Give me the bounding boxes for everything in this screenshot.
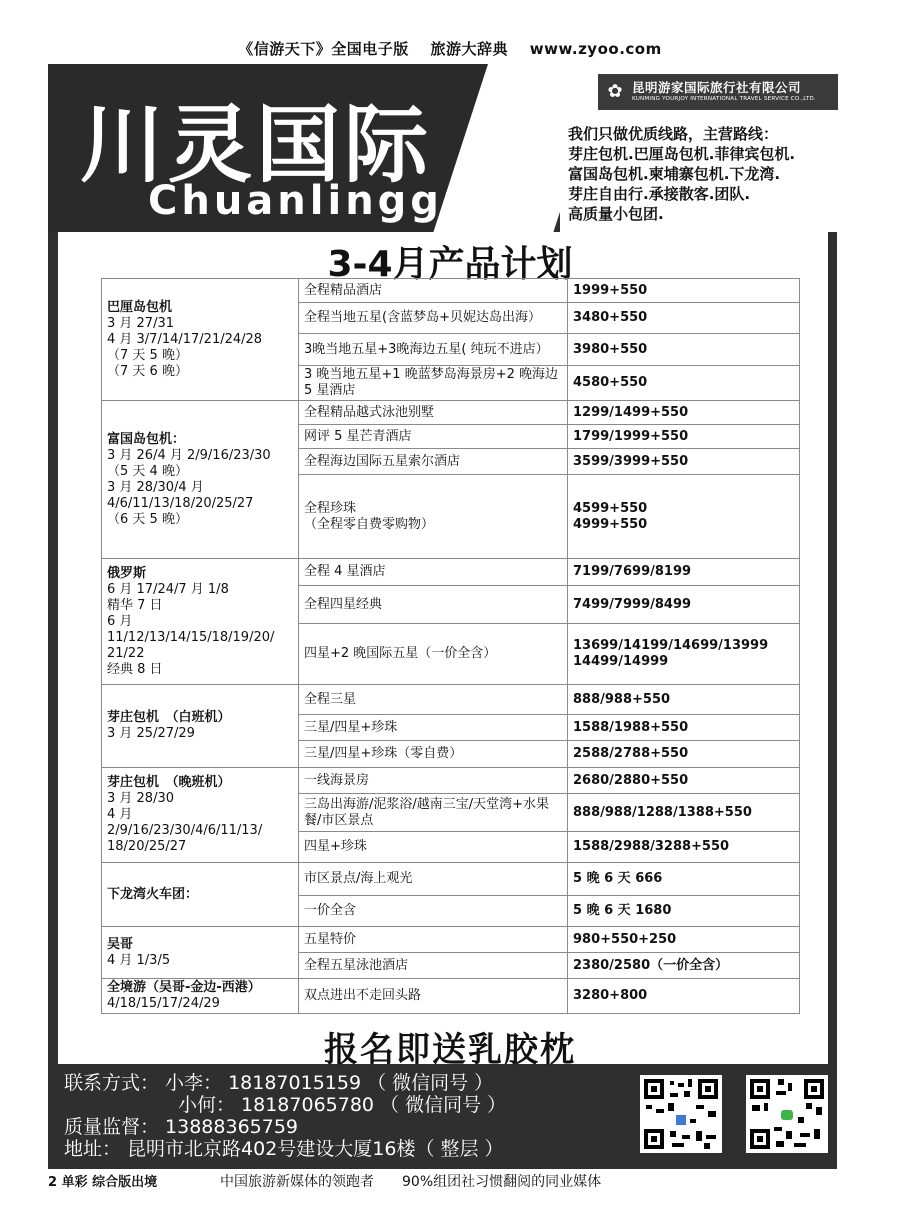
contact-line-2: 小何： 18187065780 （ 微信同号 ） — [178, 1094, 507, 1116]
group-name: 下龙湾火车团： — [107, 886, 199, 902]
group-date-line: （7 天 6 晚） — [107, 363, 188, 379]
group-date-line: 精华 7 日 — [107, 597, 163, 613]
price-cell: 1588/1988+550 — [568, 715, 800, 741]
group-date-line: 4 月 — [107, 807, 133, 822]
group-name: 巴厘岛包机 — [107, 299, 173, 315]
group-date-line: 11/12/13/14/15/18/19/20/ — [107, 629, 275, 645]
hotel-cell: 3 晚当地五星+1 晚蓝梦岛海景房+2 晚海边 5 星酒店 — [299, 366, 568, 401]
hotel-cell: 三岛出海游/泥浆浴/越南三宝/天堂湾+水果餐/市区景点 — [299, 794, 568, 832]
group-date-line: 3 月 26/4 月 2/9/16/23/30 — [107, 447, 271, 463]
group-date-line: 4 月 1/3/5 — [107, 952, 171, 968]
group-cell — [102, 279, 299, 401]
hotel-cell: 三星/四星+珍珠 — [299, 715, 568, 741]
hotel-cell: 3晚当地五星+3晚海边五星( 纯玩不进店） — [299, 334, 568, 366]
group-cell — [102, 768, 299, 863]
price-cell: 1999+550 — [568, 279, 800, 303]
promo-banner: 报名即送乳胶枕 — [324, 1030, 576, 1070]
hotel-cell: 五星特价 — [299, 927, 568, 953]
price-cell: 3280+800 — [568, 979, 800, 1014]
price-cell: 888/988/1288/1388+550 — [568, 794, 800, 832]
contact-block — [64, 1072, 506, 1160]
group-date-line: 21/22 — [107, 645, 145, 661]
hotel-cell: 全程当地五星(含蓝梦岛+贝妮达岛出海） — [299, 303, 568, 334]
group-cell — [102, 927, 299, 979]
group-date-line: 4/18/15/17/24/29 — [107, 996, 220, 1011]
table-row — [102, 559, 800, 586]
address: 地址： 昆明市北京路402号建设大厦16楼（ 整层 ） — [64, 1138, 504, 1160]
price-cell: 2588/2788+550 — [568, 741, 800, 768]
hotel-cell: 四星+珍珠 — [299, 832, 568, 863]
product-table — [101, 278, 800, 1014]
routes-line: 芽庄自由行.承接散客.团队. — [568, 185, 751, 203]
routes-line: 我们只做优质线路，主营路线： — [568, 125, 779, 143]
price-cell: 888/988+550 — [568, 685, 800, 715]
table-row — [102, 768, 800, 794]
group-date-line: 3 月 28/30/4 月 — [107, 479, 204, 495]
group-date-line: 18/20/25/27 — [107, 839, 187, 854]
agency-logo — [598, 74, 838, 110]
price-cell: 3480+550 — [568, 303, 800, 334]
hotel-cell: 网评 5 星芒青酒店 — [299, 425, 568, 449]
price-cell: 4580+550 — [568, 366, 800, 401]
hotel-cell: 全程珍珠 （全程零自费零购物） — [299, 475, 568, 559]
agency-name-en: KUNMING YOURJOY INTERNATIONAL TRAVEL SERVICE CO.,LTD. — [632, 96, 816, 102]
dictionary-label: 旅游大辞典 — [430, 40, 509, 58]
group-name: 富国岛包机： — [107, 431, 186, 447]
hotel-cell: 全程五星泳池酒店 — [299, 953, 568, 979]
hotel-cell: 全程精品越式泳池别墅 — [299, 401, 568, 425]
group-date-line: （6 天 5 晚） — [107, 511, 188, 527]
group-name: 俄罗斯 — [107, 565, 147, 581]
price-cell: 2380/2580（一价全含） — [568, 953, 800, 979]
agency-name-cn: 昆明游家国际旅行社有限公司 — [632, 80, 802, 95]
footer-slogan: 中国旅游新媒体的领跑者 90%组团社习惯翻阅的同业媒体 — [220, 1174, 602, 1190]
brand-name-en: Chuanlingguoji — [148, 178, 543, 224]
routes-line: 芽庄包机.巴厘岛包机.菲律宾包机. — [568, 145, 796, 163]
group-date-line: 2/9/16/23/30/4/6/11/13/ — [107, 823, 263, 838]
hotel-cell: 全程四星经典 — [299, 586, 568, 624]
hotel-cell: 全程三星 — [299, 685, 568, 715]
group-date-line: 6 月 17/24/7 月 1/8 — [107, 581, 229, 597]
qr-code-icon[interactable] — [746, 1075, 828, 1153]
routes-line: 高质量小包团. — [568, 205, 664, 223]
hotel-cell: 双点进出不走回头路 — [299, 979, 568, 1014]
brand-name-cn: 川灵国际 — [80, 96, 433, 194]
price-cell: 4599+550 4999+550 — [568, 475, 800, 559]
plan-title: 3-4月产品计划 — [327, 244, 573, 285]
hotel-cell: 四星+2 晚国际五星（一价全含） — [299, 624, 568, 685]
group-date-line: 3 月 27/31 — [107, 315, 174, 331]
price-cell: 13699/14199/14699/13999 14499/14999 — [568, 624, 800, 685]
table-row — [102, 401, 800, 425]
table-row — [102, 685, 800, 715]
routes-line: 富国岛包机.柬埔寨包机.下龙湾. — [568, 165, 781, 183]
group-name: 芽庄包机 （晚班机） — [107, 775, 231, 790]
price-cell: 980+550+250 — [568, 927, 800, 953]
table-row — [102, 979, 800, 1014]
qr-code-icon[interactable] — [640, 1075, 722, 1153]
group-date-line: 3 月 25/27/29 — [107, 726, 195, 741]
hotel-cell: 一价全含 — [299, 896, 568, 927]
page-section-label: 2 单彩 综合版出境 — [48, 1175, 158, 1190]
publication-title: 《信游天下》全国电子版 — [238, 40, 409, 58]
contact-line-1: 联系方式： 小李： 18187015159 （ 微信同号 ） — [64, 1072, 494, 1094]
group-cell — [102, 401, 299, 559]
group-cell — [102, 863, 299, 927]
flower-icon: ✿ — [607, 81, 623, 102]
group-date-line: 经典 8 日 — [107, 661, 163, 677]
hotel-cell: 市区景点/海上观光 — [299, 863, 568, 896]
routes-description — [568, 124, 838, 224]
price-cell: 7199/7699/8199 — [568, 559, 800, 586]
table-row — [102, 279, 800, 303]
price-cell: 1299/1499+550 — [568, 401, 800, 425]
hotel-cell: 全程 4 星酒店 — [299, 559, 568, 586]
group-name: 吴哥 — [107, 936, 134, 952]
page-footer — [48, 1171, 602, 1190]
hotel-cell: 三星/四星+珍珠（零自费） — [299, 741, 568, 768]
table-row — [102, 863, 800, 896]
group-name: 全境游（吴哥-金边-西港） — [107, 980, 261, 995]
group-date-line: 3 月 28/30 — [107, 791, 174, 806]
group-cell — [102, 979, 299, 1014]
price-cell: 1799/1999+550 — [568, 425, 800, 449]
group-cell — [102, 685, 299, 768]
group-name: 芽庄包机 （白班机） — [107, 710, 231, 725]
price-cell: 5 晚 6 天 1680 — [568, 896, 800, 927]
publication-header — [0, 38, 900, 59]
group-date-line: 4 月 3/7/14/17/21/24/28 — [107, 331, 263, 347]
group-date-line: 6 月 — [107, 613, 133, 629]
quality-supervision: 质量监督： 13888365759 — [64, 1116, 299, 1138]
price-cell: 2680/2880+550 — [568, 768, 800, 794]
table-row — [102, 927, 800, 953]
price-cell: 3980+550 — [568, 334, 800, 366]
hotel-cell: 一线海景房 — [299, 768, 568, 794]
hotel-cell: 全程海边国际五星索尔酒店 — [299, 449, 568, 475]
group-date-line: （7 天 5 晚） — [107, 347, 188, 363]
website-link[interactable]: www.zyoo.com — [529, 40, 662, 58]
group-cell — [102, 559, 299, 685]
price-cell: 7499/7999/8499 — [568, 586, 800, 624]
price-cell: 5 晚 6 天 666 — [568, 863, 800, 896]
price-cell: 1588/2988/3288+550 — [568, 832, 800, 863]
group-date-line: 4/6/11/13/18/20/25/27 — [107, 495, 254, 511]
hotel-cell: 全程精品酒店 — [299, 279, 568, 303]
price-cell: 3599/3999+550 — [568, 449, 800, 475]
group-date-line: （5 天 4 晚） — [107, 463, 188, 479]
